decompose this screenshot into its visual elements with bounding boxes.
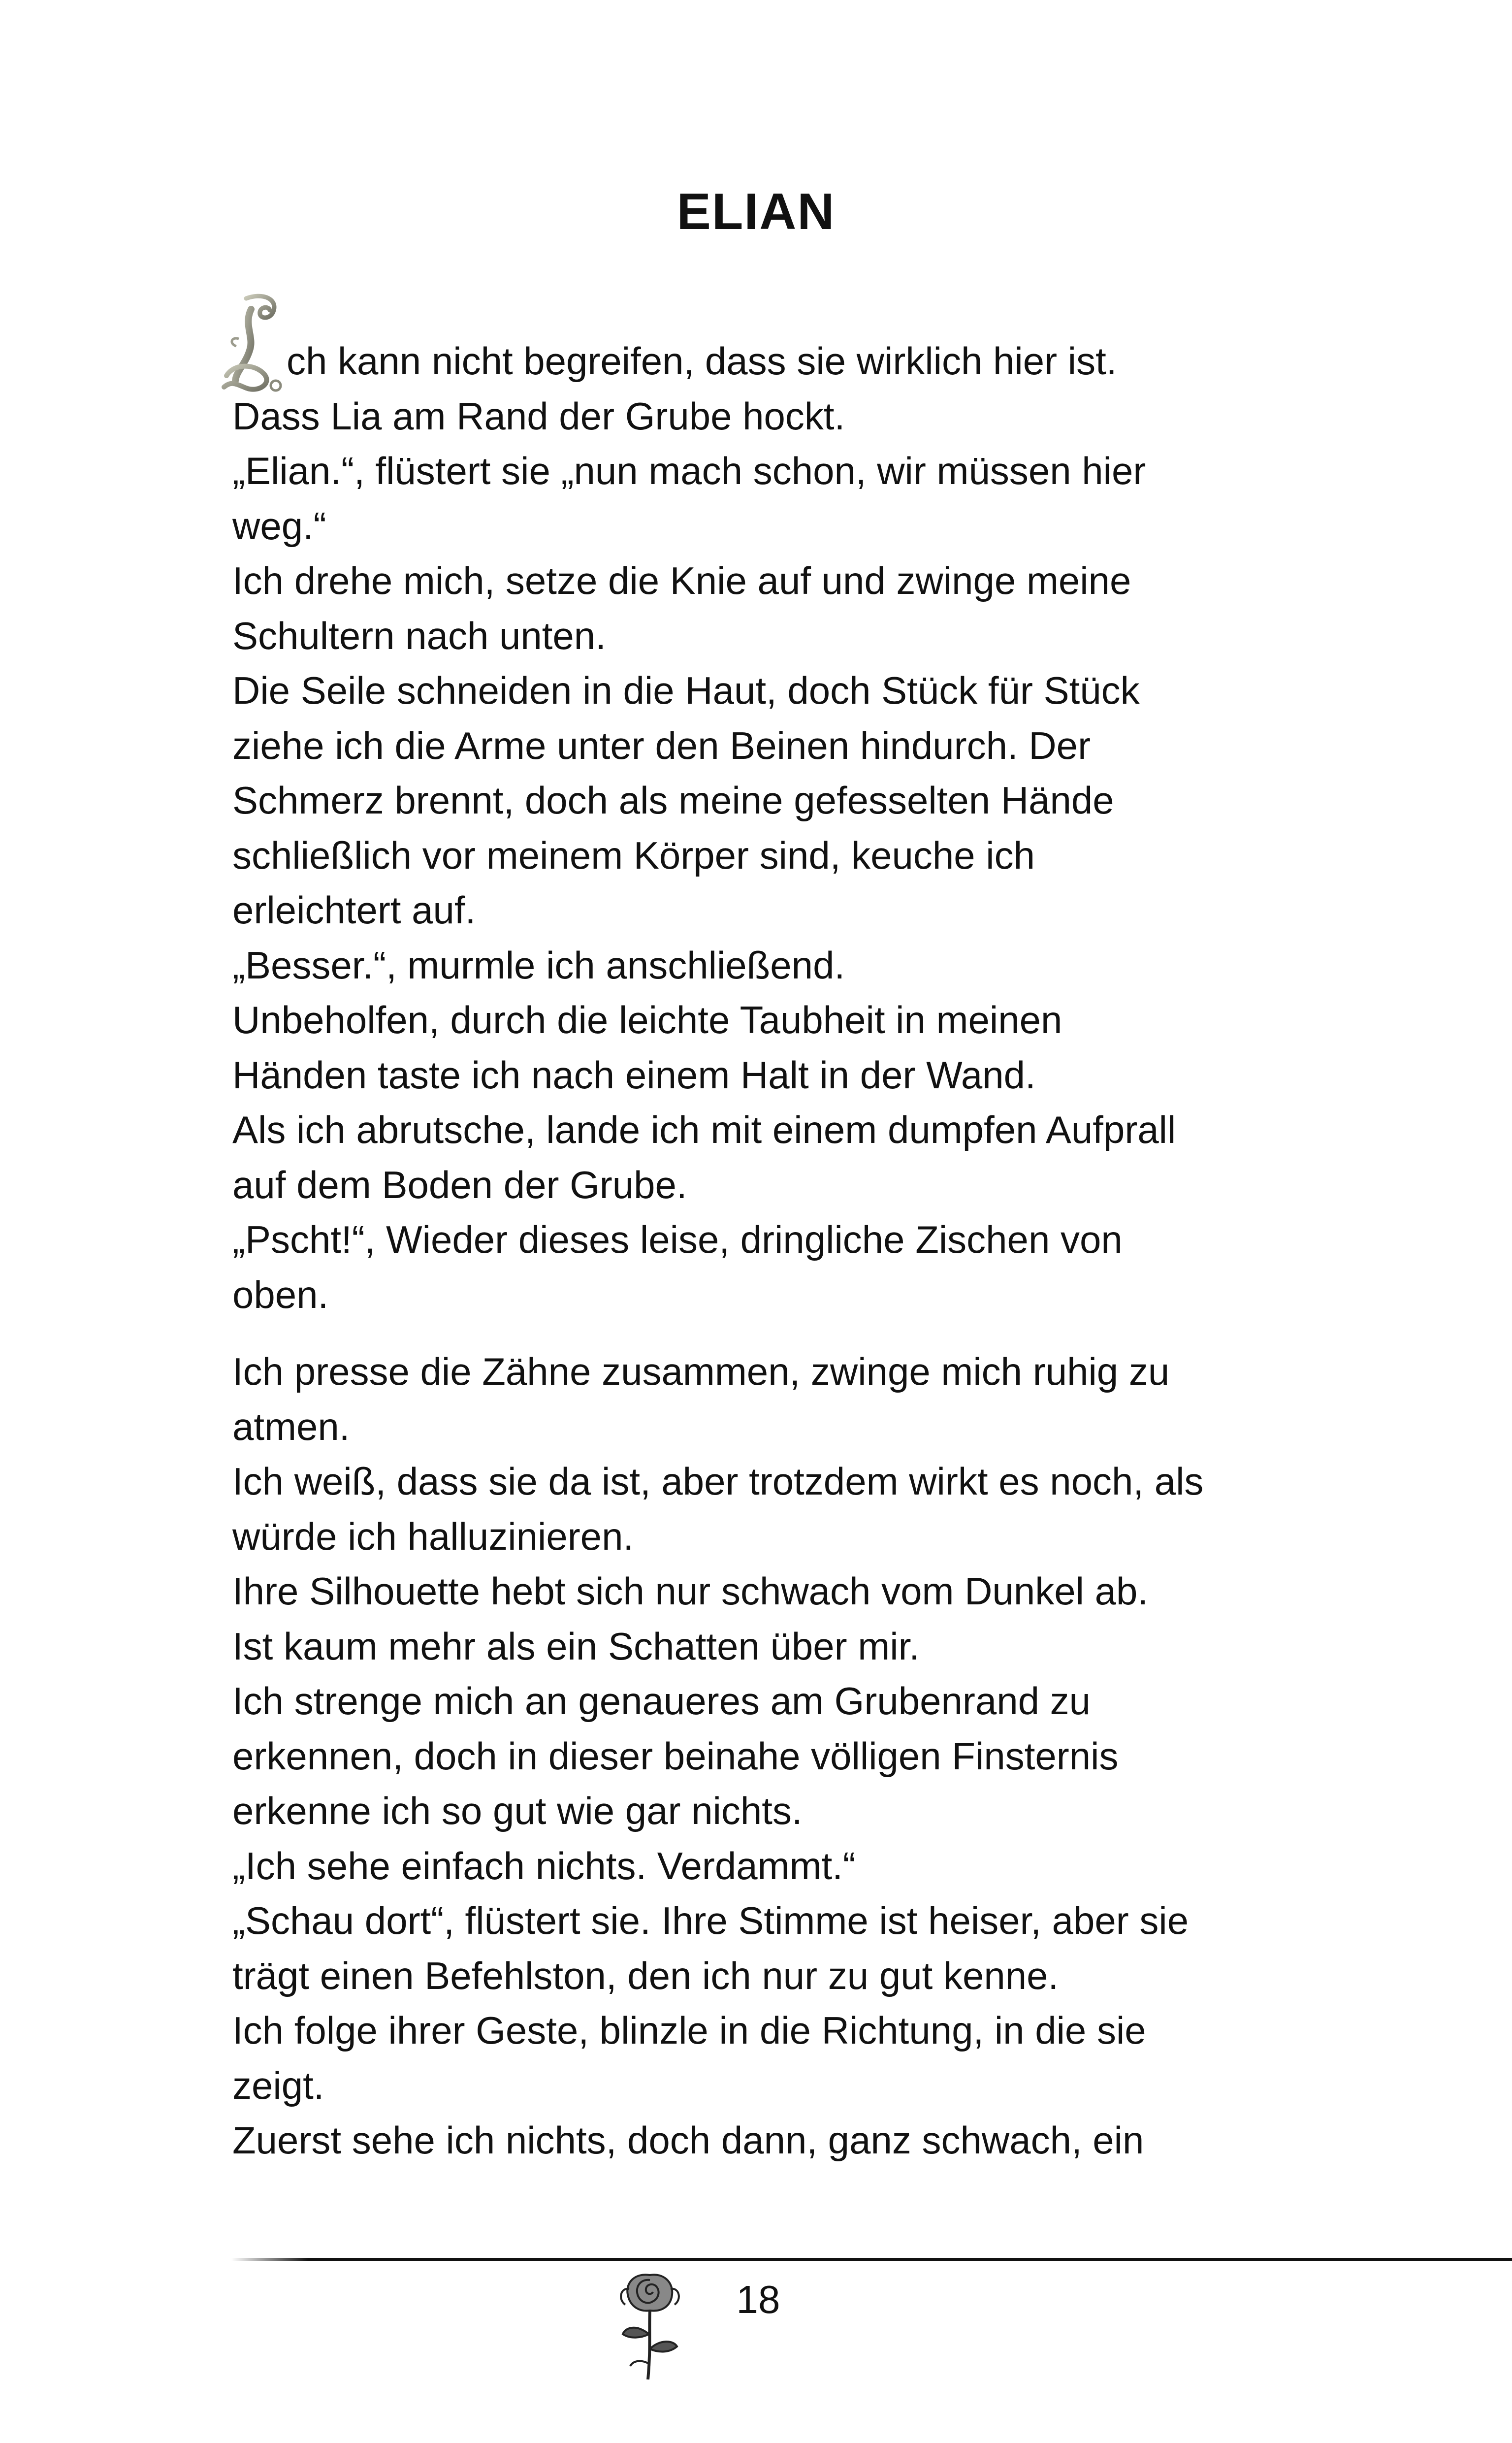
text-line: Dass Lia am Rand der Grube hockt. — [232, 394, 845, 438]
text-line: Schultern nach unten. — [232, 614, 606, 657]
text-line: ziehe ich die Arme unter den Beinen hindurch. Der — [232, 723, 1091, 767]
text-line: Die Seile schneiden in die Haut, doch Stück für Stück — [232, 669, 1140, 712]
text-line: „Elian.“, flüstert sie „nun mach schon, wir müssen hier — [232, 449, 1146, 492]
text-line: oben. — [232, 1272, 329, 1316]
footer-divider — [231, 2258, 1512, 2261]
text-line: Ich weiß, dass sie da ist, aber trotzdem wirkt es noch, als — [232, 1460, 1204, 1503]
text-line: Ich strenge mich an genaueres am Grubenrand zu — [232, 1679, 1091, 1723]
paragraph — [232, 1344, 1291, 2168]
text-line: Unbeholfen, durch die leichte Taubheit in meinen — [232, 998, 1062, 1042]
text-line: Ist kaum mehr als ein Schatten über mir. — [232, 1624, 920, 1668]
rose-icon — [611, 2265, 689, 2383]
decorative-dropcap-icon — [217, 290, 286, 395]
text-line: Ich presse die Zähne zusammen, zwinge mich ruhig zu — [232, 1350, 1170, 1393]
text-line: schließlich vor meinem Körper sind, keuche ich — [232, 833, 1035, 877]
paragraph-gap — [232, 1322, 1291, 1344]
text-line: Ihre Silhouette hebt sich nur schwach vom Dunkel ab. — [232, 1569, 1149, 1613]
text-line: Als ich abrutsche, lande ich mit einem dumpfen Aufprall — [232, 1108, 1176, 1151]
text-line: trägt einen Befehlston, den ich nur zu gut kenne. — [232, 1954, 1059, 1997]
text-line: Ich folge ihrer Geste, blinzle in die Richtung, in die sie — [232, 2009, 1146, 2052]
text-line: erleichtert auf. — [232, 888, 476, 932]
text-line: ch kann nicht begreifen, dass sie wirklich hier ist. — [287, 339, 1117, 383]
text-line: atmen. — [232, 1404, 350, 1448]
text-line: erkenne ich so gut wie gar nichts. — [232, 1789, 803, 1832]
text-line: „Pscht!“, Wieder dieses leise, dringliche Zischen von — [232, 1218, 1123, 1261]
text-line: „Besser.“, murmle ich anschließend. — [232, 943, 845, 987]
text-line: „Schau dort“, flüstert sie. Ihre Stimme ist heiser, aber sie — [232, 1899, 1189, 1942]
text-line: „Ich sehe einfach nichts. Verdammt.“ — [232, 1844, 856, 1888]
paragraph — [232, 334, 1291, 1322]
page-number: 18 — [736, 2278, 780, 2321]
text-line: Schmerz brennt, doch als meine gefesselten Hände — [232, 779, 1114, 822]
text-line: Zuerst sehe ich nichts, doch dann, ganz schwach, ein — [232, 2118, 1144, 2162]
text-line: zeigt. — [232, 2063, 324, 2107]
chapter-body — [232, 334, 1291, 2168]
text-line: würde ich halluzinieren. — [232, 1514, 634, 1558]
text-line: Händen taste ich nach einem Halt in der Wand. — [232, 1053, 1036, 1097]
text-line: Ich drehe mich, setze die Knie auf und zwinge meine — [232, 559, 1131, 602]
text-line: erkennen, doch in dieser beinahe völligen Finsternis — [232, 1734, 1119, 1778]
chapter-title: ELIAN — [676, 183, 836, 240]
text-line: weg.“ — [232, 504, 326, 548]
text-line: auf dem Boden der Grube. — [232, 1163, 687, 1206]
